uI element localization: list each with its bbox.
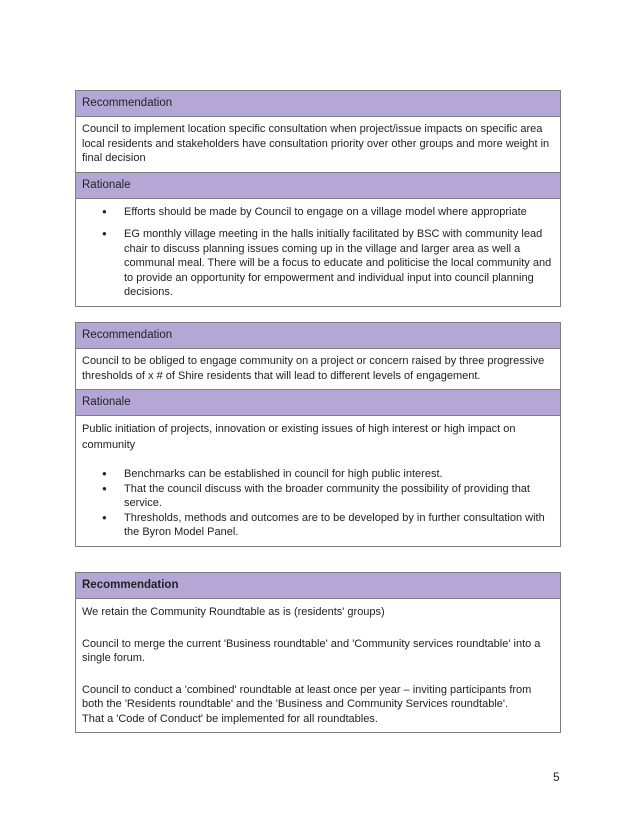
paragraph: Council to merge the current 'Business roundtable' and 'Community services roundtable' into a single forum. (82, 637, 541, 664)
rationale-body (76, 199, 560, 306)
list-item: ● Efforts should be made by Council to engage on a village model where appropriate (82, 205, 554, 220)
page-number: 5 (553, 770, 560, 784)
recommendation-header: Recommendation (76, 573, 560, 599)
spacer (82, 666, 554, 683)
recommendation-header: Recommendation (76, 91, 560, 117)
recommendation-text: Council to be obliged to engage community on a project or concern raised by three progressive thresholds of x # of Shire residents that will lead to different levels of engagement. (76, 349, 560, 390)
list-item: ● EG monthly village meeting in the halls initially facilitated by BSC with community lead chair to discuss planning issues coming up in the village and larger area as well a communal meal. There will be a focus to educate and politicise the local community and to provide an opportunity for empowerment and individual input into council planning decisions. (82, 227, 554, 300)
recommendation-table-3 (75, 572, 561, 733)
paragraph: Council to conduct a 'combined' roundtable at least once per year – inviting participants from both the 'Residents roundtable' and the 'Business and Community Services roundtable'. (82, 683, 532, 710)
recommendation-text: Council to implement location specific consultation when project/issue impacts on specific area local residents and stakeholders have consultation priority over other groups and more weight in final decision (76, 117, 560, 173)
rationale-intro: Public initiation of projects, innovation or existing issues of high interest or high impact on community (82, 423, 516, 451)
recommendation-table-1 (75, 90, 561, 307)
list-item: ● Benchmarks can be established in council for high public interest. (82, 467, 554, 482)
spacer (82, 620, 554, 637)
paragraph: That a 'Code of Conduct' be implemented for all roundtables. (82, 712, 378, 725)
list-item: ● That the council discuss with the broader community the possibility of providing that service. (82, 482, 554, 511)
rationale-list (82, 467, 554, 540)
rationale-header: Rationale (76, 390, 560, 416)
list-item: ● Thresholds, methods and outcomes are to be developed by in further consultation with the Byron Model Panel. (82, 511, 554, 540)
recommendation-table-2 (75, 322, 561, 547)
recommendation-body (76, 599, 560, 732)
paragraph: We retain the Community Roundtable as is (residents' groups) (82, 606, 385, 618)
spacer (82, 453, 554, 467)
rationale-header: Rationale (76, 173, 560, 199)
rationale-body (76, 416, 560, 546)
recommendation-header: Recommendation (76, 323, 560, 349)
rationale-list (82, 205, 554, 300)
